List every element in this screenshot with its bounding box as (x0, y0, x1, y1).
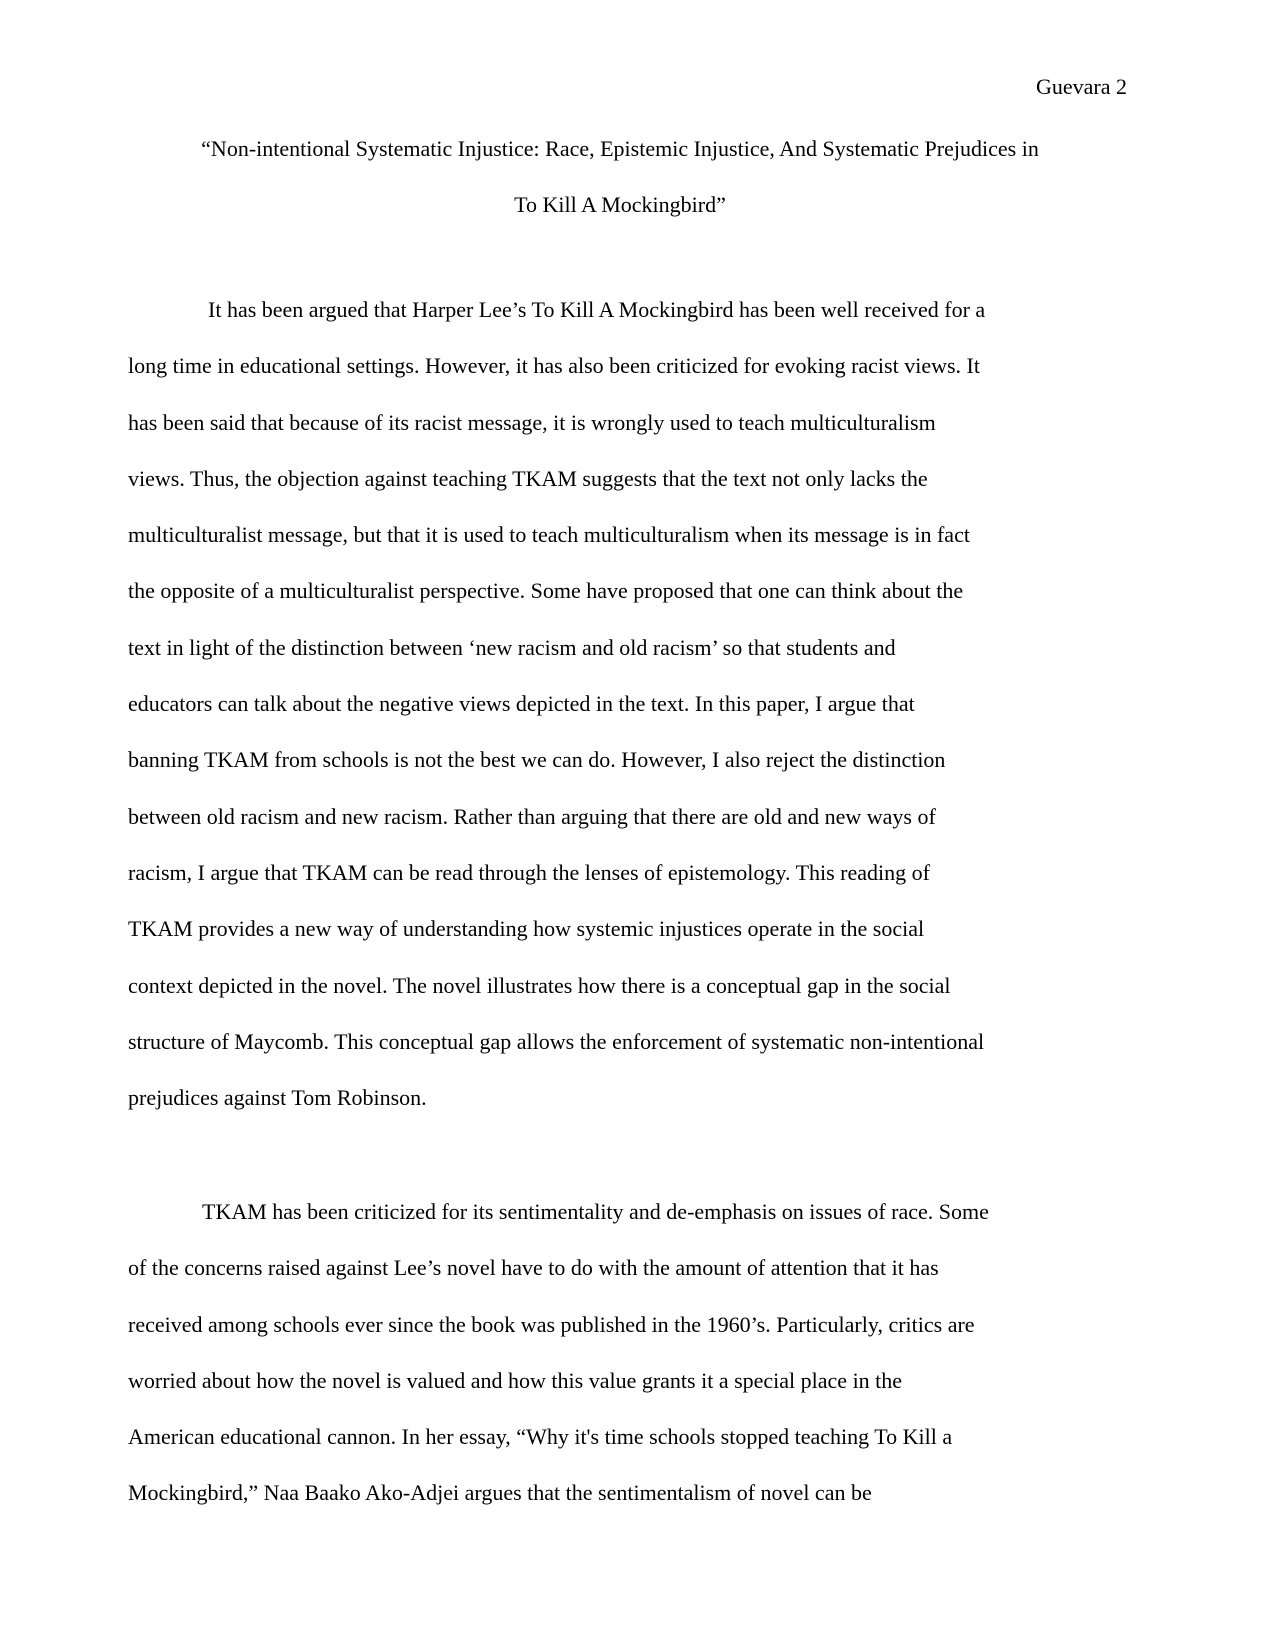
paragraph-line: multiculturalist message, but that it is used to teach multiculturalism when its message is in fact (128, 522, 970, 548)
paragraph-line: TKAM has been criticized for its sentimentality and de-emphasis on issues of race. Some (202, 1199, 989, 1224)
body-paragraph-1 (128, 282, 1128, 1126)
running-header-page-number: Guevara 2 (1035, 74, 1127, 99)
paragraph-line: educators can talk about the negative views depicted in the text. In this paper, I argue that (128, 691, 915, 717)
paragraph-line: racism, I argue that TKAM can be read through the lenses of epistemology. This reading of (128, 859, 930, 885)
paragraph-line: of the concerns raised against Lee’s novel have to do with the amount of attention that it has (128, 1255, 939, 1281)
paragraph-line: American educational cannon. In her essay, “Why it's time schools stopped teaching To Kill a (128, 1424, 953, 1450)
paper-title-line-2: To Kill A Mockingbird” (514, 192, 726, 217)
paragraph-line: context depicted in the novel. The novel illustrates how there is a conceptual gap in the social (128, 972, 951, 998)
paragraph-line: between old racism and new racism. Rather than arguing that there are old and new ways of (128, 803, 936, 829)
paragraph-line: banning TKAM from schools is not the best we can do. However, I also reject the distinction (128, 747, 946, 773)
paragraph-line: has been said that because of its racist message, it is wrongly used to teach multiculturalism (128, 409, 936, 435)
paragraph-line: views. Thus, the objection against teaching TKAM suggests that the text not only lacks the (128, 465, 928, 491)
body-paragraph-2 (128, 1184, 1128, 1522)
paragraph-line: prejudices against Tom Robinson. (128, 1085, 427, 1111)
paragraph-line: structure of Maycomb. This conceptual gap allows the enforcement of systematic non-intentional (128, 1028, 985, 1054)
paragraph-line: Mockingbird,” Naa Baako Ako-Adjei argues that the sentimentalism of novel can be (128, 1480, 872, 1506)
paper-title (128, 121, 1112, 233)
paragraph-line: It has been argued that Harper Lee’s To Kill A Mockingbird has been well received for a (208, 297, 986, 322)
paragraph-line: worried about how the novel is valued and how this value grants it a special place in the (128, 1367, 903, 1393)
paragraph-line: received among schools ever since the book was published in the 1960’s. Particularly, critics are (128, 1311, 975, 1337)
paper-title-line-1: “Non-intentional Systematic Injustice: Race, Epistemic Injustice, And Systematic Prejudices in (201, 136, 1039, 161)
paragraph-line: the opposite of a multiculturalist perspective. Some have proposed that one can think about the (128, 578, 964, 604)
paragraph-line: TKAM provides a new way of understanding how systemic injustices operate in the social (128, 916, 925, 942)
paragraph-line: long time in educational settings. However, it has also been criticized for evoking racist views. It (128, 353, 980, 379)
paragraph-line: text in light of the distinction between ‘new racism and old racism’ so that students and (128, 634, 896, 660)
